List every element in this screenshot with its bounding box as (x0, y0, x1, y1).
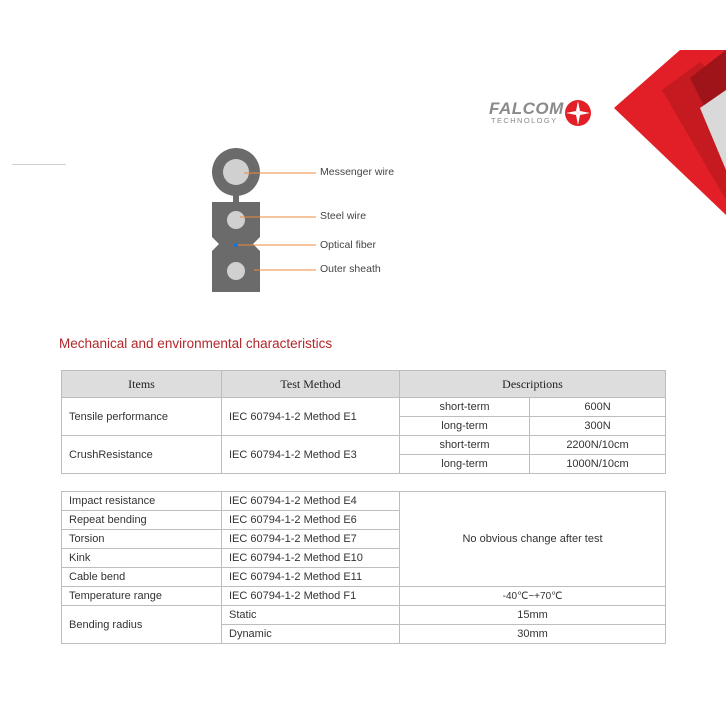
item-temperature: Temperature range (62, 587, 222, 606)
method-crush: IEC 60794-1-2 Method E3 (222, 436, 400, 474)
merged-result: No obvious change after test (400, 492, 666, 587)
compass-star-icon (564, 99, 592, 127)
sub-label: long-term (400, 417, 530, 436)
steel-wire-bottom (227, 262, 245, 280)
section-title: Mechanical and environmental characteristics (59, 336, 333, 351)
dynamic-value: 30mm (400, 625, 666, 644)
cable-cross-section (200, 140, 620, 300)
table-row (62, 436, 666, 455)
sub-value: 1000N/10cm (530, 455, 666, 474)
item-torsion: Torsion (62, 530, 222, 549)
sub-label: long-term (400, 455, 530, 474)
table-row (62, 398, 666, 417)
static-label: Static (222, 606, 400, 625)
item-repeat-bending: Repeat bending (62, 511, 222, 530)
item-cable-bend: Cable bend (62, 568, 222, 587)
method-torsion: IEC 60794-1-2 Method E7 (222, 530, 400, 549)
table-row (62, 606, 666, 625)
table-header-row (62, 371, 666, 398)
static-value: 15mm (400, 606, 666, 625)
label-optical-fiber: Optical fiber (320, 239, 377, 251)
sub-label: short-term (400, 398, 530, 417)
method-temperature: IEC 60794-1-2 Method F1 (222, 587, 400, 606)
environmental-table (61, 491, 666, 644)
item-bending-radius: Bending radius (62, 606, 222, 644)
sub-value: 300N (530, 417, 666, 436)
header-test-method: Test Method (222, 371, 400, 398)
label-messenger-wire: Messenger wire (320, 166, 395, 178)
label-steel-wire: Steel wire (320, 210, 367, 222)
method-impact: IEC 60794-1-2 Method E4 (222, 492, 400, 511)
optical-fiber (234, 243, 238, 247)
method-repeat-bending: IEC 60794-1-2 Method E6 (222, 511, 400, 530)
tensile-crush-table (61, 370, 666, 474)
item-impact: Impact resistance (62, 492, 222, 511)
divider (12, 164, 66, 165)
brand-tagline: TECHNOLOGY (491, 116, 558, 125)
header-descriptions: Descriptions (400, 371, 666, 398)
messenger-wire-core (223, 159, 249, 185)
dynamic-label: Dynamic (222, 625, 400, 644)
label-outer-sheath: Outer sheath (320, 263, 381, 275)
brand-name: FALCOM (489, 99, 564, 118)
method-cable-bend: IEC 60794-1-2 Method E11 (222, 568, 400, 587)
method-kink: IEC 60794-1-2 Method E10 (222, 549, 400, 568)
item-kink: Kink (62, 549, 222, 568)
sub-value: 600N (530, 398, 666, 417)
cable-diagram (200, 140, 620, 300)
item-tensile: Tensile performance (62, 398, 222, 436)
brand-logo (489, 99, 595, 131)
sub-label: short-term (400, 436, 530, 455)
method-tensile: IEC 60794-1-2 Method E1 (222, 398, 400, 436)
table-row (62, 492, 666, 511)
temperature-value: -40℃~+70℃ (400, 587, 666, 606)
item-crush: CrushResistance (62, 436, 222, 474)
steel-wire-top (227, 211, 245, 229)
sub-value: 2200N/10cm (530, 436, 666, 455)
table-row (62, 587, 666, 606)
neck (233, 190, 239, 204)
header-items: Items (62, 371, 222, 398)
